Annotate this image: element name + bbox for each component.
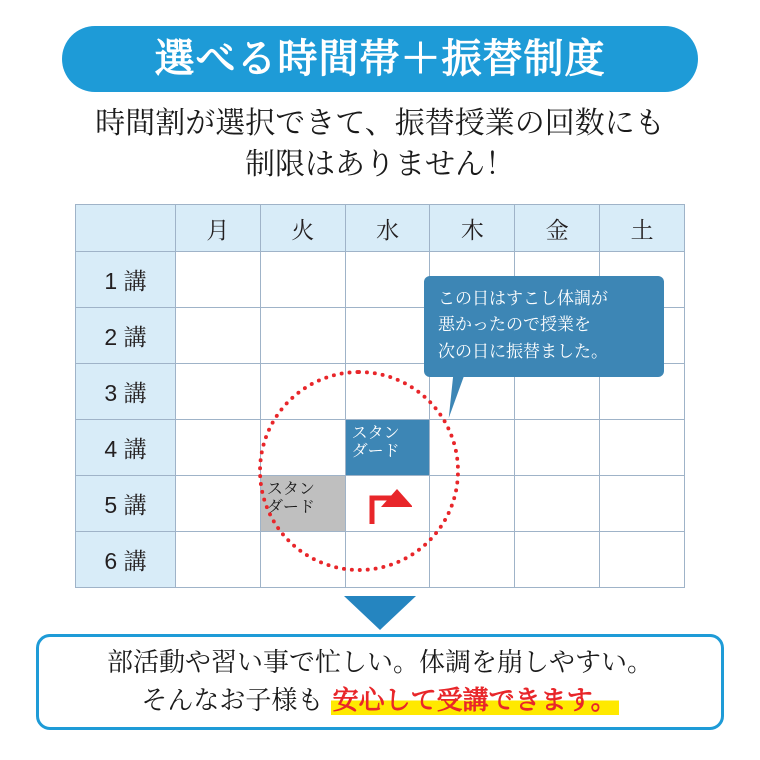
- speech-bubble-line-1: この日はすこし体調が: [438, 289, 608, 308]
- timetable-row-label-2: 2 講: [76, 308, 176, 364]
- table-row: [76, 476, 685, 532]
- table-row: [76, 420, 685, 476]
- cell-1-mon[interactable]: [176, 252, 261, 308]
- cell-6-mon[interactable]: [176, 532, 261, 588]
- cell-6-wed[interactable]: [345, 532, 430, 588]
- speech-bubble: [424, 276, 664, 377]
- lesson-chip-tue-5[interactable]: [261, 476, 345, 531]
- lesson-chip-tue-5-line2: ダード: [266, 499, 315, 517]
- footer-highlight: 安心して受講できます。: [332, 685, 617, 715]
- cell-5-fri[interactable]: [515, 476, 600, 532]
- timetable-wrapper: [75, 204, 685, 588]
- cell-2-mon[interactable]: [176, 308, 261, 364]
- cell-4-thu[interactable]: [430, 420, 515, 476]
- cell-4-sat[interactable]: [600, 420, 685, 476]
- timetable: [75, 204, 685, 588]
- footer-callout: [36, 634, 724, 730]
- speech-bubble-line-2: 悪かったので授業を: [438, 315, 591, 335]
- timetable-header-row: [76, 205, 685, 252]
- cell-4-mon[interactable]: [176, 420, 261, 476]
- footer-line-2: [141, 682, 618, 720]
- lesson-chip-wed-4[interactable]: [346, 420, 430, 475]
- lesson-chip-tue-5-line1: スタン: [266, 481, 315, 498]
- cell-6-thu[interactable]: [430, 532, 515, 588]
- timetable-corner-cell: [76, 205, 176, 252]
- cell-1-wed[interactable]: [345, 252, 430, 308]
- timetable-col-wed: 水: [345, 205, 430, 252]
- cell-2-tue[interactable]: [260, 308, 345, 364]
- footer-line-1: 部活動や習い事で忙しい。体調を崩しやすい。: [106, 647, 653, 678]
- cell-5-thu[interactable]: [430, 476, 515, 532]
- cell-2-wed[interactable]: [345, 308, 430, 364]
- down-arrow-icon: [344, 596, 416, 630]
- cell-5-mon[interactable]: [176, 476, 261, 532]
- cell-6-sat[interactable]: [600, 532, 685, 588]
- cell-4-tue[interactable]: [260, 420, 345, 476]
- timetable-col-mon: 月: [176, 205, 261, 252]
- cell-3-tue[interactable]: [260, 364, 345, 420]
- cell-6-tue[interactable]: [260, 532, 345, 588]
- timetable-col-thu: 木: [430, 205, 515, 252]
- cell-4-wed[interactable]: [345, 420, 430, 476]
- timetable-row-label-1: 1 講: [76, 252, 176, 308]
- footer-line-2-prefix: そんなお子様も: [141, 685, 331, 715]
- timetable-col-tue: 火: [260, 205, 345, 252]
- cell-6-fri[interactable]: [515, 532, 600, 588]
- cell-3-wed[interactable]: [345, 364, 430, 420]
- cell-5-sat[interactable]: [600, 476, 685, 532]
- lesson-chip-wed-4-line2: ダード: [351, 443, 400, 461]
- timetable-col-fri: 金: [515, 205, 600, 252]
- table-row: [76, 532, 685, 588]
- timetable-row-label-6: 6 講: [76, 532, 176, 588]
- timetable-row-label-5: 5 講: [76, 476, 176, 532]
- lead-line-2: 制限はありません！: [245, 147, 515, 181]
- cell-1-tue[interactable]: [260, 252, 345, 308]
- cell-3-mon[interactable]: [176, 364, 261, 420]
- timetable-col-sat: 土: [600, 205, 685, 252]
- timetable-row-label-4: 4 講: [76, 420, 176, 476]
- cell-5-tue[interactable]: [260, 476, 345, 532]
- timetable-row-label-3: 3 講: [76, 364, 176, 420]
- title-banner: [62, 26, 698, 92]
- speech-bubble-line-3: 次の日に振替ました。: [438, 341, 608, 361]
- page-title: 選べる時間帯＋振替制度: [154, 37, 606, 81]
- lead-line-1: 時間割が選択できて、振替授業の回数にも: [95, 107, 665, 140]
- cell-5-wed[interactable]: [345, 476, 430, 532]
- lead-copy: [40, 104, 720, 185]
- cell-4-fri[interactable]: [515, 420, 600, 476]
- lesson-chip-wed-4-line1: スタン: [351, 425, 400, 442]
